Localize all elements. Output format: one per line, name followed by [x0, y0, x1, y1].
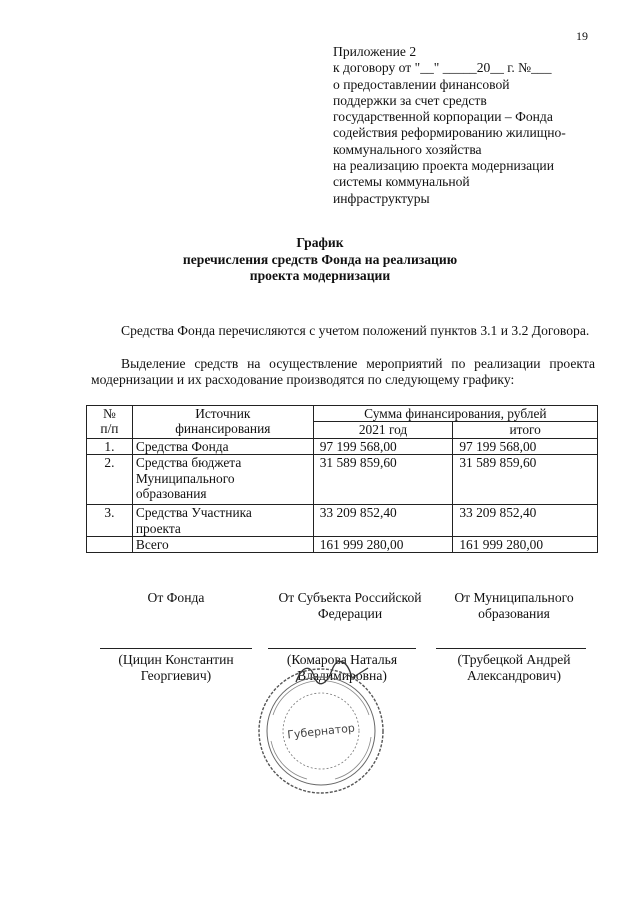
annex-line: поддержки за счет средств	[333, 92, 487, 108]
annex-line: коммунального хозяйства	[333, 141, 482, 157]
cell-source: Средства Фонда	[132, 438, 313, 454]
signature-name-municipal: (Трубецкой Андрей Александрович)	[457, 652, 571, 684]
cell-year: 33 209 852,40	[313, 505, 453, 537]
signature-line-fund	[100, 648, 252, 649]
cell-num: 2.	[87, 455, 133, 505]
annex-line: Приложение 2	[333, 44, 417, 59]
cell-source: Средства бюджета Муниципального образования	[132, 455, 313, 505]
annex-line: о предоставлении финансовой	[333, 76, 510, 92]
cell-total: 33 209 852,40	[453, 505, 598, 537]
cell-source: Средства Участника проекта	[132, 505, 313, 537]
financing-table	[86, 405, 598, 553]
paragraph-schedule: Выделение средств на осуществление мероприятий по реализации проекта модернизации и их расходование производятся по следующему графику:	[91, 356, 595, 388]
annex-line: содействия реформированию жилищно-	[333, 125, 566, 141]
cell-num	[87, 537, 133, 553]
signature-name-subject: (Комарова Наталья Владимировна)	[286, 652, 398, 684]
signature-line-municipal	[436, 648, 586, 649]
annex-line: на реализацию проекта модернизации	[333, 158, 554, 174]
signature-caption-municipal: От Муниципального образования	[454, 590, 574, 622]
document-title	[0, 235, 640, 285]
title-line: График	[296, 235, 344, 250]
annex-line: инфраструктуры	[333, 190, 430, 206]
seal-text: Губернатор	[286, 721, 356, 742]
page-number: 19	[576, 29, 588, 43]
header-sum: Сумма финансирования, рублей	[313, 406, 597, 422]
header-source: Источник финансирования	[132, 406, 313, 439]
header-total: итого	[453, 422, 598, 438]
annex-line: к договору от "__" _____20__ г. №___	[333, 60, 552, 76]
header-num: № п/п	[87, 406, 133, 439]
annex-line: системы коммунальной	[333, 174, 470, 190]
annex-header	[333, 44, 603, 207]
cell-total: 97 199 568,00	[453, 438, 598, 454]
signature-caption-fund: От Фонда	[147, 590, 205, 605]
cell-total: 161 999 280,00	[453, 537, 598, 553]
signature-caption-subject: От Субъекта Российской Федерации	[278, 590, 422, 622]
header-year: 2021 год	[313, 422, 453, 438]
cell-year: 31 589 859,60	[313, 455, 453, 505]
cell-source: Всего	[132, 537, 313, 553]
cell-num: 1.	[87, 438, 133, 454]
cell-total: 31 589 859,60	[453, 455, 598, 505]
table-row	[87, 438, 598, 454]
table-row	[87, 455, 598, 505]
cell-year: 161 999 280,00	[313, 537, 453, 553]
table-row-total	[87, 537, 598, 553]
annex-line: государственной корпорации – Фонда	[333, 109, 553, 125]
table-row	[87, 505, 598, 537]
table-header-row	[87, 406, 598, 422]
signature-line-subject	[268, 648, 416, 649]
signature-name-fund: (Цицин Константин Георгиевич)	[118, 652, 234, 684]
official-seal	[255, 665, 387, 797]
cell-year: 97 199 568,00	[313, 438, 453, 454]
cell-num: 3.	[87, 505, 133, 537]
paragraph-fund-transfer: Средства Фонда перечисляются с учетом положений пунктов 3.1 и 3.2 Договора.	[121, 323, 590, 338]
title-line: проекта модернизации	[249, 268, 391, 283]
title-line: перечисления средств Фонда на реализацию	[182, 251, 458, 267]
